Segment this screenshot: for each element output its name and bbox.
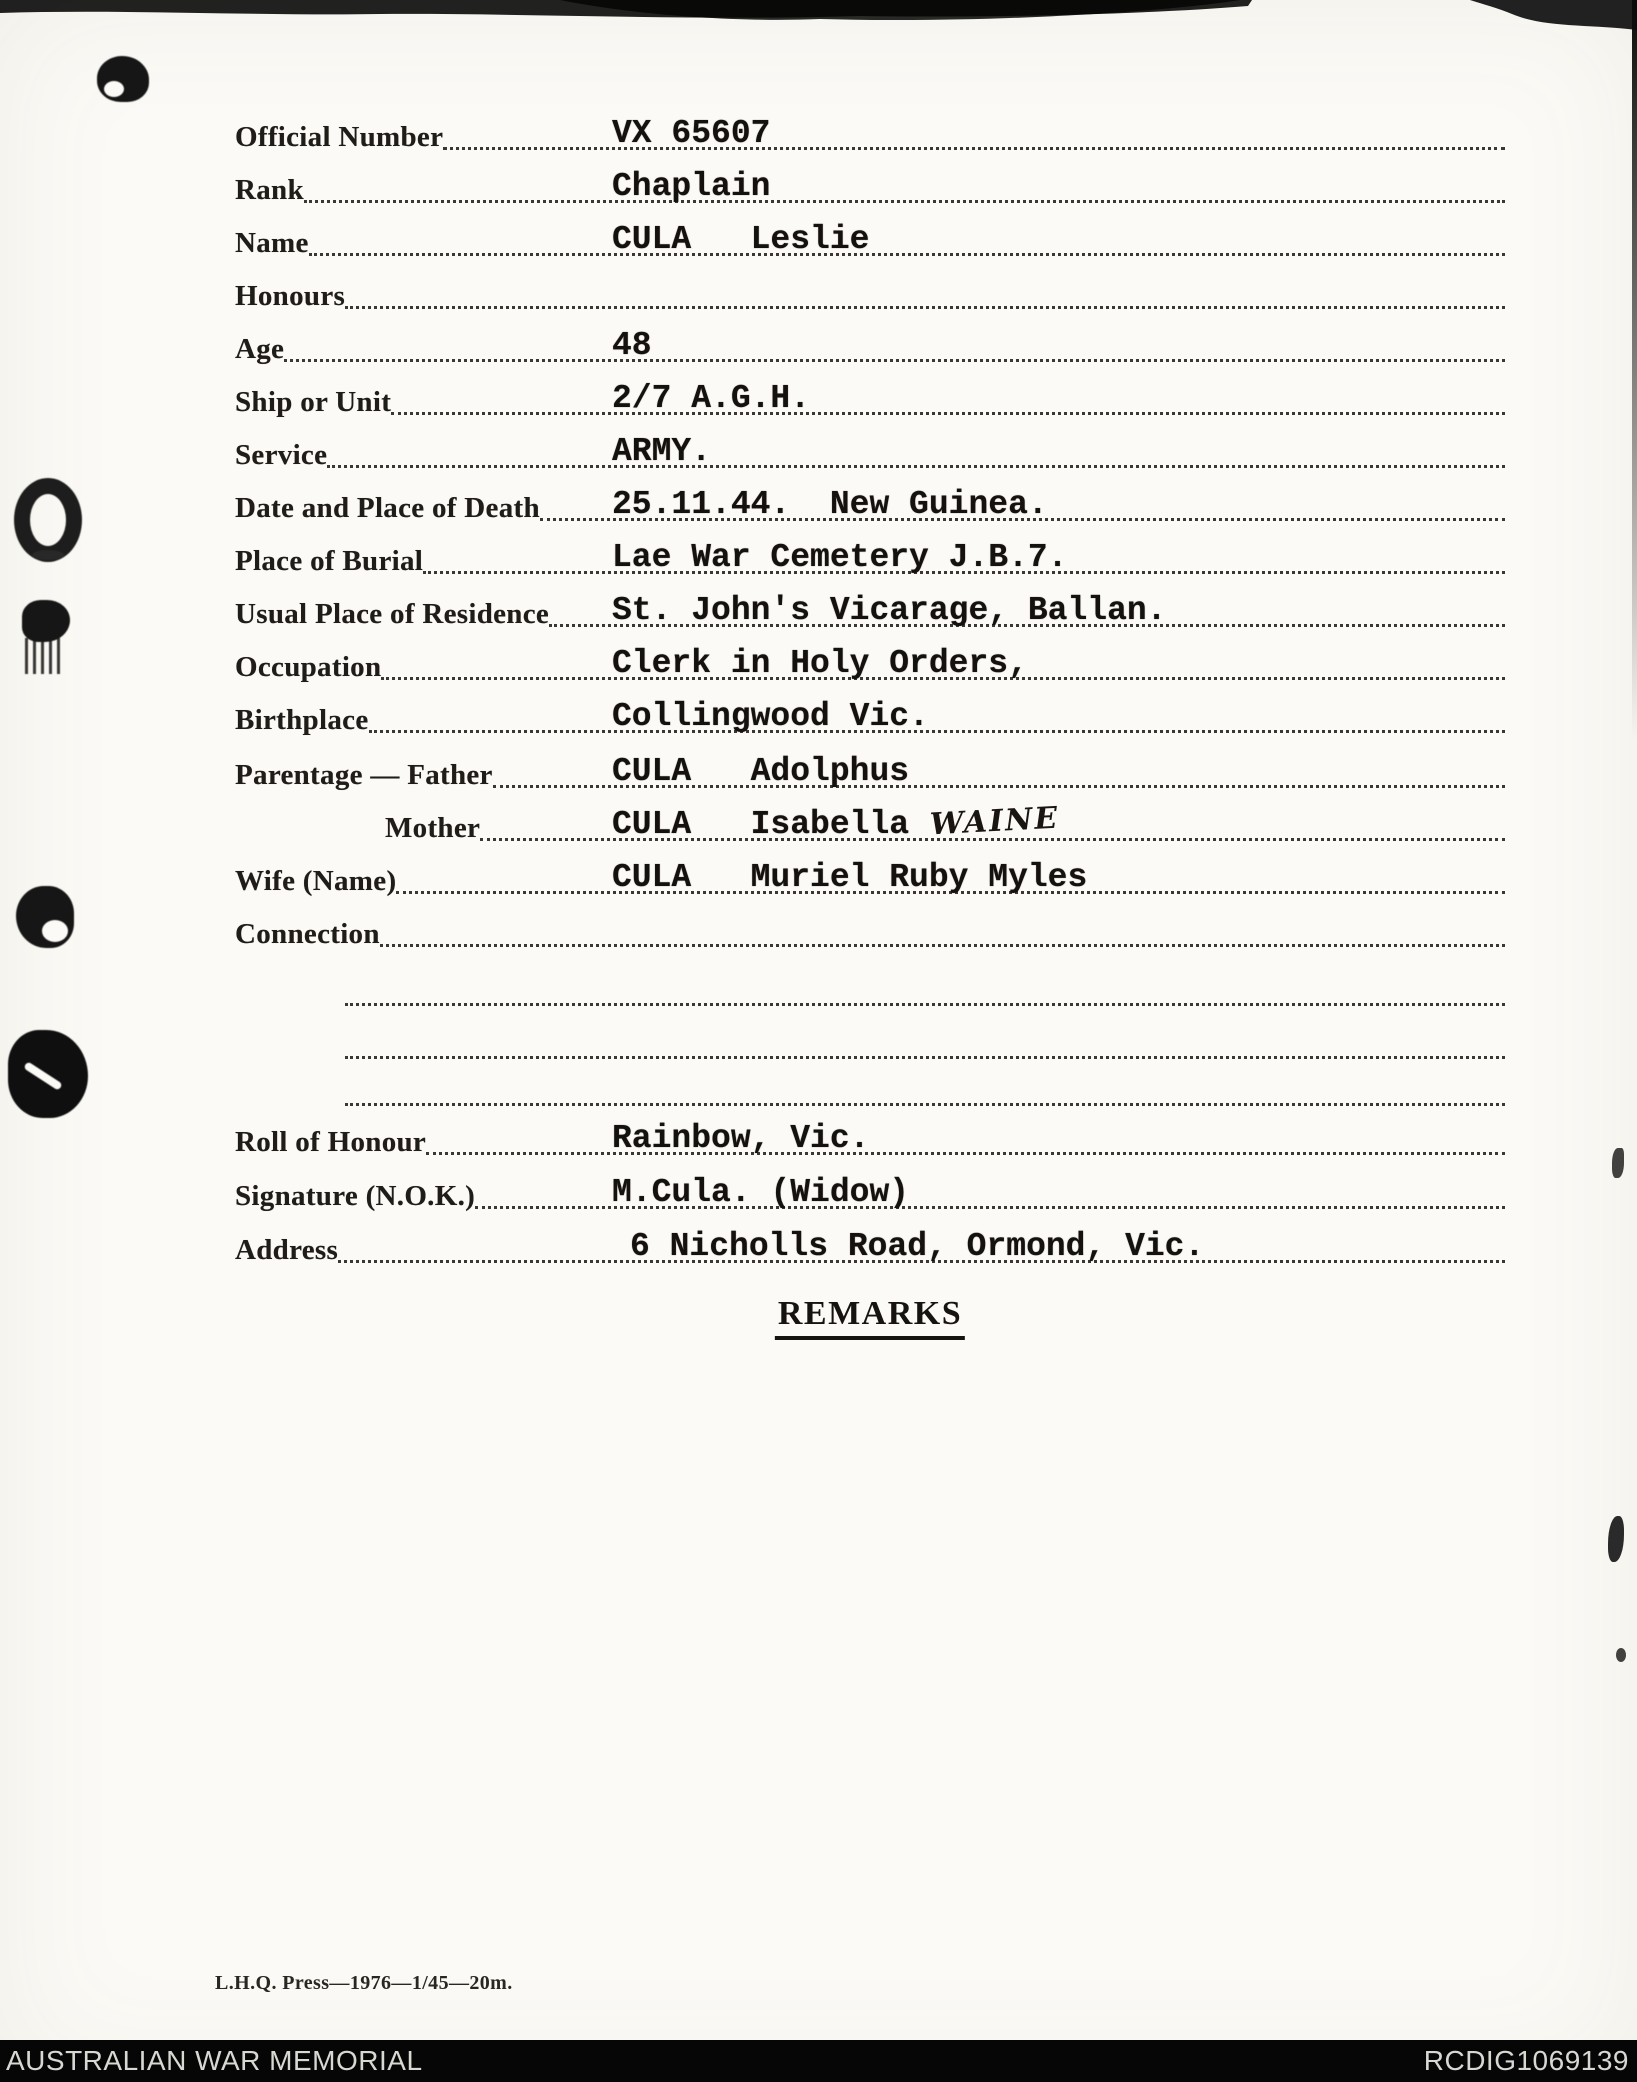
scan-artifact-right-edge xyxy=(1632,0,1637,740)
field-value: CULA Isabella xyxy=(612,806,910,843)
dotted-leader xyxy=(426,1152,1505,1155)
field-value: 25.11.44. New Guinea. xyxy=(612,486,1048,523)
form-field-row xyxy=(385,800,1505,849)
form-field-row xyxy=(235,483,1505,529)
dotted-leader xyxy=(380,944,1505,947)
form-field-row xyxy=(235,1117,1505,1163)
field-label: Mother xyxy=(385,812,481,844)
field-label: Usual Place of Residence xyxy=(235,598,550,630)
field-label: Occupation xyxy=(235,651,382,683)
ink-mark xyxy=(1616,1648,1626,1662)
ink-blot xyxy=(8,1030,88,1118)
dotted-leader xyxy=(345,1103,1505,1106)
ink-mark xyxy=(1608,1516,1624,1562)
dotted-leader xyxy=(345,1003,1505,1006)
form-field-row xyxy=(235,430,1505,476)
field-value: Lae War Cemetery J.B.7. xyxy=(612,539,1068,576)
field-label: Place of Burial xyxy=(235,545,424,577)
dotted-leader xyxy=(284,359,1505,362)
field-label: Date and Place of Death xyxy=(235,492,540,524)
field-value: 6 Nicholls Road, Ormond, Vic. xyxy=(630,1228,1205,1265)
ink-blot xyxy=(14,478,82,562)
field-value: 2/7 A.G.H. xyxy=(612,380,811,417)
dotted-leader xyxy=(345,1056,1505,1059)
field-value: 48 xyxy=(612,327,652,364)
ink-mark xyxy=(1612,1148,1624,1178)
field-label: Wife (Name) xyxy=(235,865,397,897)
dotted-leader xyxy=(391,412,1505,415)
form-field-row xyxy=(235,642,1505,688)
print-code: L.H.Q. Press—1976—1/45—20m. xyxy=(215,1972,513,1994)
field-value: St. John's Vicarage, Ballan. xyxy=(612,592,1167,629)
field-label: Connection xyxy=(235,918,380,950)
form-field-row xyxy=(235,112,1505,158)
form-field-row-blank xyxy=(345,1021,1505,1067)
form-field-row xyxy=(235,271,1505,317)
form-field-row-blank xyxy=(345,1068,1505,1114)
form-field-row xyxy=(235,1171,1505,1217)
field-value: Chaplain xyxy=(612,168,771,205)
remarks-heading: REMARKS xyxy=(775,1295,965,1340)
dotted-leader xyxy=(304,200,1505,203)
scan-artifact-top-edge xyxy=(0,0,1637,40)
field-label: Service xyxy=(235,439,328,471)
ink-blot xyxy=(16,886,74,948)
field-label: Name xyxy=(235,227,309,259)
field-label: Ship or Unit xyxy=(235,386,392,418)
field-value: CULA Muriel Ruby Myles xyxy=(612,859,1088,896)
ink-blot xyxy=(22,600,70,642)
field-label: Roll of Honour xyxy=(235,1126,427,1158)
field-value: VX 65607 xyxy=(612,115,771,152)
field-value: Rainbow, Vic. xyxy=(612,1120,870,1157)
form-field-row xyxy=(235,1225,1505,1271)
field-label: Age xyxy=(235,333,285,365)
ink-blot xyxy=(97,56,149,102)
form-field-row xyxy=(235,536,1505,582)
handwritten-annotation: WAINE xyxy=(929,800,1061,843)
form-field-row xyxy=(235,324,1505,370)
field-label: Rank xyxy=(235,174,304,206)
dotted-leader xyxy=(327,465,1505,468)
reference-id: RCDIG1069139 xyxy=(1423,2045,1629,2076)
field-value: CULA Adolphus xyxy=(612,753,910,790)
field-label: Birthplace xyxy=(235,704,369,736)
form-field-row xyxy=(235,856,1505,902)
form-field-row xyxy=(235,377,1505,423)
field-value: Clerk in Holy Orders, xyxy=(612,645,1028,682)
form-field-row xyxy=(235,218,1505,264)
field-value: M.Cula. (Widow) xyxy=(612,1174,910,1211)
field-label: Signature (N.O.K.) xyxy=(235,1180,476,1212)
form-field-row xyxy=(235,750,1505,796)
dotted-leader xyxy=(345,306,1505,309)
field-value: Collingwood Vic. xyxy=(612,698,929,735)
form-field-row xyxy=(235,909,1505,955)
dotted-leader xyxy=(309,253,1505,256)
dotted-leader xyxy=(369,730,1506,733)
dotted-leader xyxy=(443,147,1505,150)
form-field-row xyxy=(235,165,1505,211)
field-label: Official Number xyxy=(235,121,444,153)
field-label: Address xyxy=(235,1234,339,1266)
field-label: Honours xyxy=(235,280,346,312)
form-field-row xyxy=(235,589,1505,635)
field-value: ARMY. xyxy=(612,433,712,470)
footer-bar xyxy=(0,2040,1637,2082)
form-field-row-blank xyxy=(345,968,1505,1014)
archive-name: AUSTRALIAN WAR MEMORIAL xyxy=(6,2045,423,2076)
form-field-row xyxy=(235,695,1505,741)
field-value: CULA Leslie xyxy=(612,221,870,258)
field-label: Parentage — Father xyxy=(235,759,493,791)
